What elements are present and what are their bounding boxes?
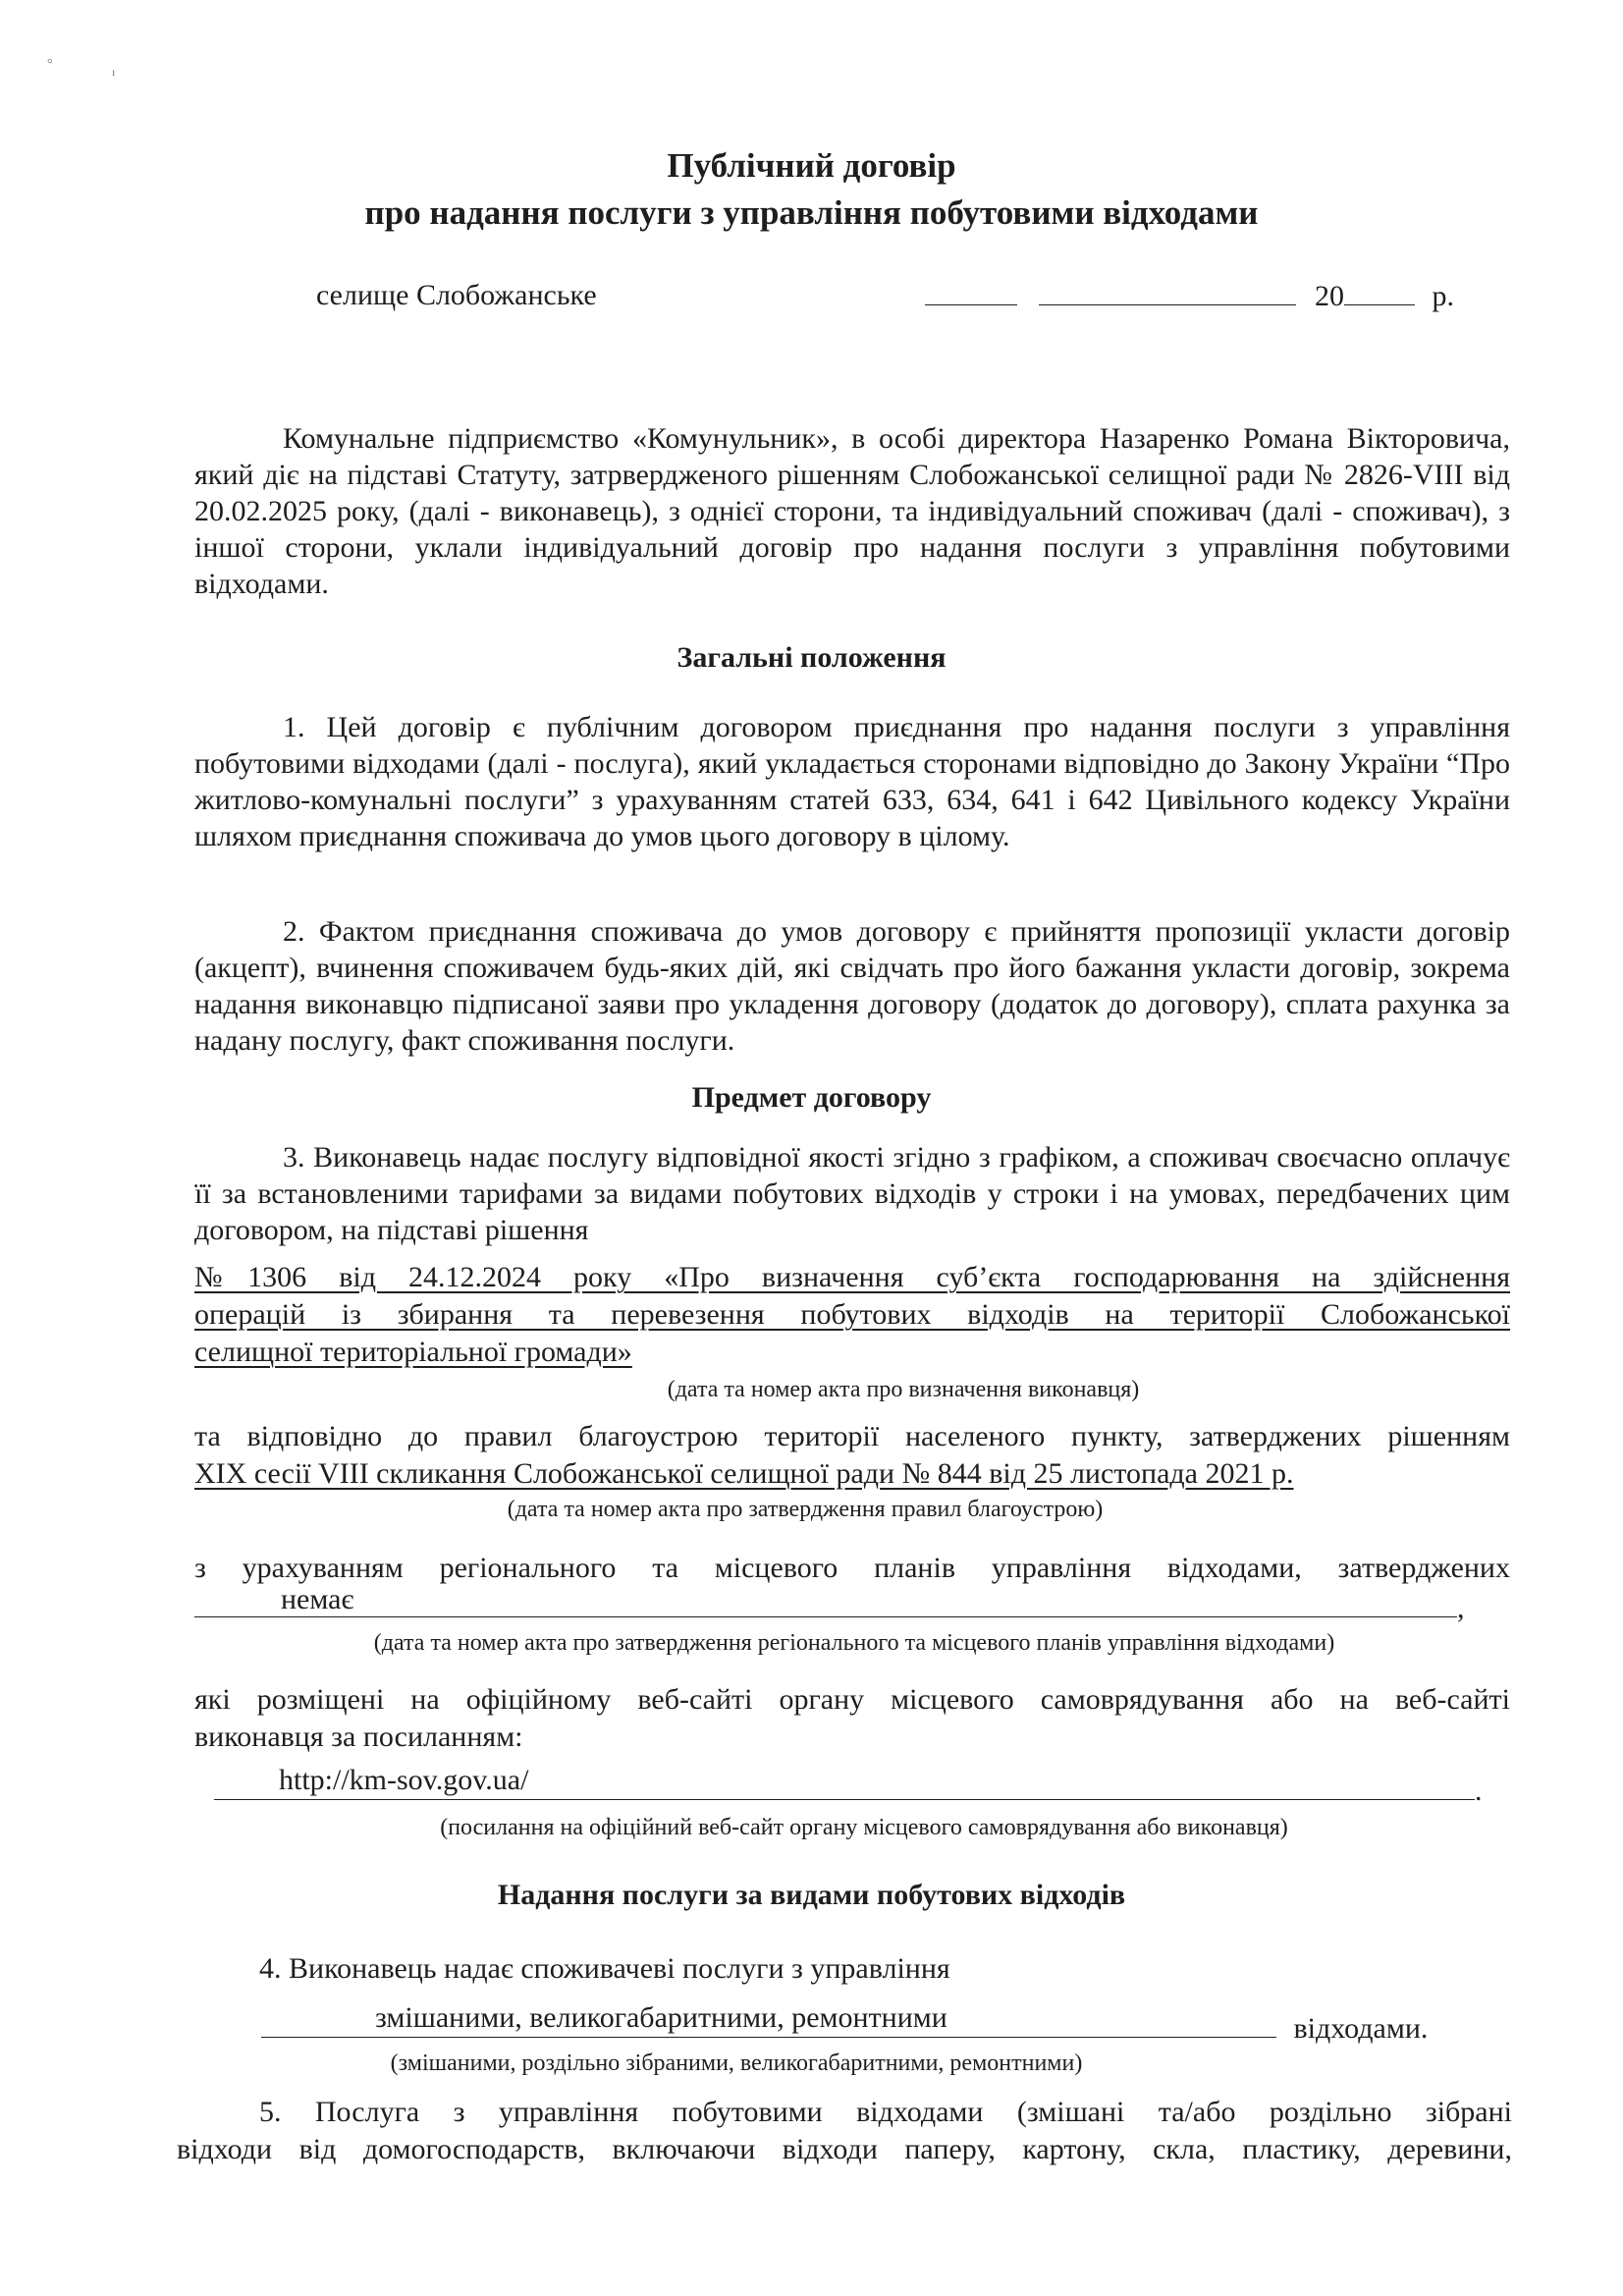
document-subtitle: про надання послуги з управління побутовими відходами bbox=[364, 193, 1259, 232]
date-year-suffix: р. bbox=[1432, 280, 1454, 312]
decision-caption: (дата та номер акта про визначення виконавця) bbox=[667, 1377, 1140, 1402]
site-url: http://km-sov.gov.ua/ bbox=[279, 1764, 529, 1796]
site-end: . bbox=[1475, 1775, 1483, 1807]
intro-paragraph: Комунальне підприємство «Комунульник», в особі директора Назаренко Романа Вікторовича, який діє на підставі Статуту, затрвердженого рішенням Слобожанської селищної ради № 2826-VIII від 20.02.2025 року, (далі - виконавець), з однієї сторони, та індивідуальний споживач (далі - споживач), з іншої сторони, уклали індивідуальний договір про надання послуги з управління побутовими відходами. bbox=[194, 422, 1510, 600]
scan-speck: ı bbox=[112, 65, 116, 79]
site-caption: (посилання на офіційний веб-сайт органу місцевого самоврядування або виконавця) bbox=[440, 1815, 1288, 1840]
date-year-blank bbox=[1344, 277, 1415, 305]
clause-1: 1. Цей договір є публічним договором приєднання про надання послуги з управління побутовими відходами (далі - послуга), який укладається сторонами відповідно до Закону України “Про житлово-комунальні послуги” з урахуванням статей 633, 634, 641 і 642 Цивільного кодексу України шляхом приєднання споживача до умов цього договору в цілому. bbox=[194, 711, 1510, 852]
section-heading-general: Загальні положення bbox=[676, 641, 947, 674]
waste-types-field bbox=[261, 2001, 1528, 2047]
clause-4: 4. Виконавець надає споживачеві послуги з управління bbox=[259, 1952, 950, 1985]
clause-5-line-1: 5. Послуга з управління побутовими відходами (змішані та/або роздільно зібрані bbox=[259, 2096, 1512, 2128]
decision-line-2: операцій із збирання та перевезення побутових відходів на території Слобожанської bbox=[194, 1298, 1510, 1331]
site-blank bbox=[214, 1764, 1475, 1800]
date-field bbox=[925, 277, 1454, 314]
date-year-prefix: 20 bbox=[1315, 280, 1344, 312]
date-month-blank bbox=[1039, 277, 1296, 305]
rules-line-2: XIX сесії VIII скликання Слобожанської селищної ради № 844 від 25 листопада 2021 р. bbox=[194, 1457, 1294, 1490]
plans-line-1: з урахуванням регіонального та місцевого планів управління відходами, затверджених bbox=[194, 1552, 1510, 1584]
site-line-1: які розміщені на офіційному веб-сайті органу місцевого самоврядування або на веб-сайті bbox=[194, 1683, 1510, 1716]
waste-types-value: змішаними, великогабаритними, ремонтними bbox=[375, 2001, 947, 2034]
decision-line-3: селищної територіальної громади» bbox=[194, 1336, 632, 1368]
waste-types-caption: (змішаними, роздільно зібраними, великогабаритними, ремонтними) bbox=[390, 2050, 1083, 2076]
document-title: Публічний договір bbox=[667, 146, 956, 185]
plans-value: немає bbox=[281, 1583, 354, 1615]
rules-caption: (дата та номер акта про затвердження правил благоустрою) bbox=[507, 1497, 1104, 1522]
rules-line-1: та відповідно до правил благоустрою території населеного пункту, затверджених рішенням bbox=[194, 1420, 1510, 1452]
plans-caption: (дата та номер акта про затвердження регіонального та місцевого планів управління відходами) bbox=[373, 1630, 1335, 1656]
decision-line-1: №1306 від 24.12.2024 року «Про визначення суб’єкта господарювання на здійснення bbox=[194, 1261, 1510, 1293]
plans-blank bbox=[194, 1583, 1457, 1617]
clause-3: 3. Виконавець надає послугу відповідної якості згідно з графіком, а споживач своєчасно оплачує її за встановленими тарифами за видами побутових відходів у строки і на умовах, передбачених цим договором, на підставі рішення bbox=[194, 1141, 1510, 1246]
place: селище Слобожанське bbox=[316, 279, 597, 311]
clause-5-line-2: відходи від домогосподарств, включаючи відходи паперу, картону, скла, пластику, деревини, bbox=[177, 2133, 1512, 2165]
site-field bbox=[214, 1764, 1490, 1809]
plans-end: , bbox=[1457, 1592, 1465, 1624]
site-line-2: виконавця за посиланням: bbox=[194, 1721, 523, 1753]
clause-2: 2. Фактом приєднання споживача до умов договору є прийняття пропозиції укласти договір (акцепт), вчинення споживачем будь-яких дій, які свідчать про його бажання укласти договір, зокрема надання виконавцю підписаної заяви про укладення договору (додаток до договору), сплата рахунка за надану послугу, факт споживання послуги. bbox=[194, 915, 1510, 1057]
scan-speck: ° bbox=[47, 57, 53, 72]
plans-field bbox=[194, 1583, 1471, 1626]
waste-types-blank bbox=[261, 2001, 1276, 2038]
date-day-blank bbox=[925, 277, 1017, 305]
section-heading-subject: Предмет договору bbox=[691, 1081, 932, 1114]
section-heading-service: Надання послуги за видами побутових відходів bbox=[497, 1879, 1126, 1911]
waste-types-end: відходами. bbox=[1293, 2012, 1429, 2045]
